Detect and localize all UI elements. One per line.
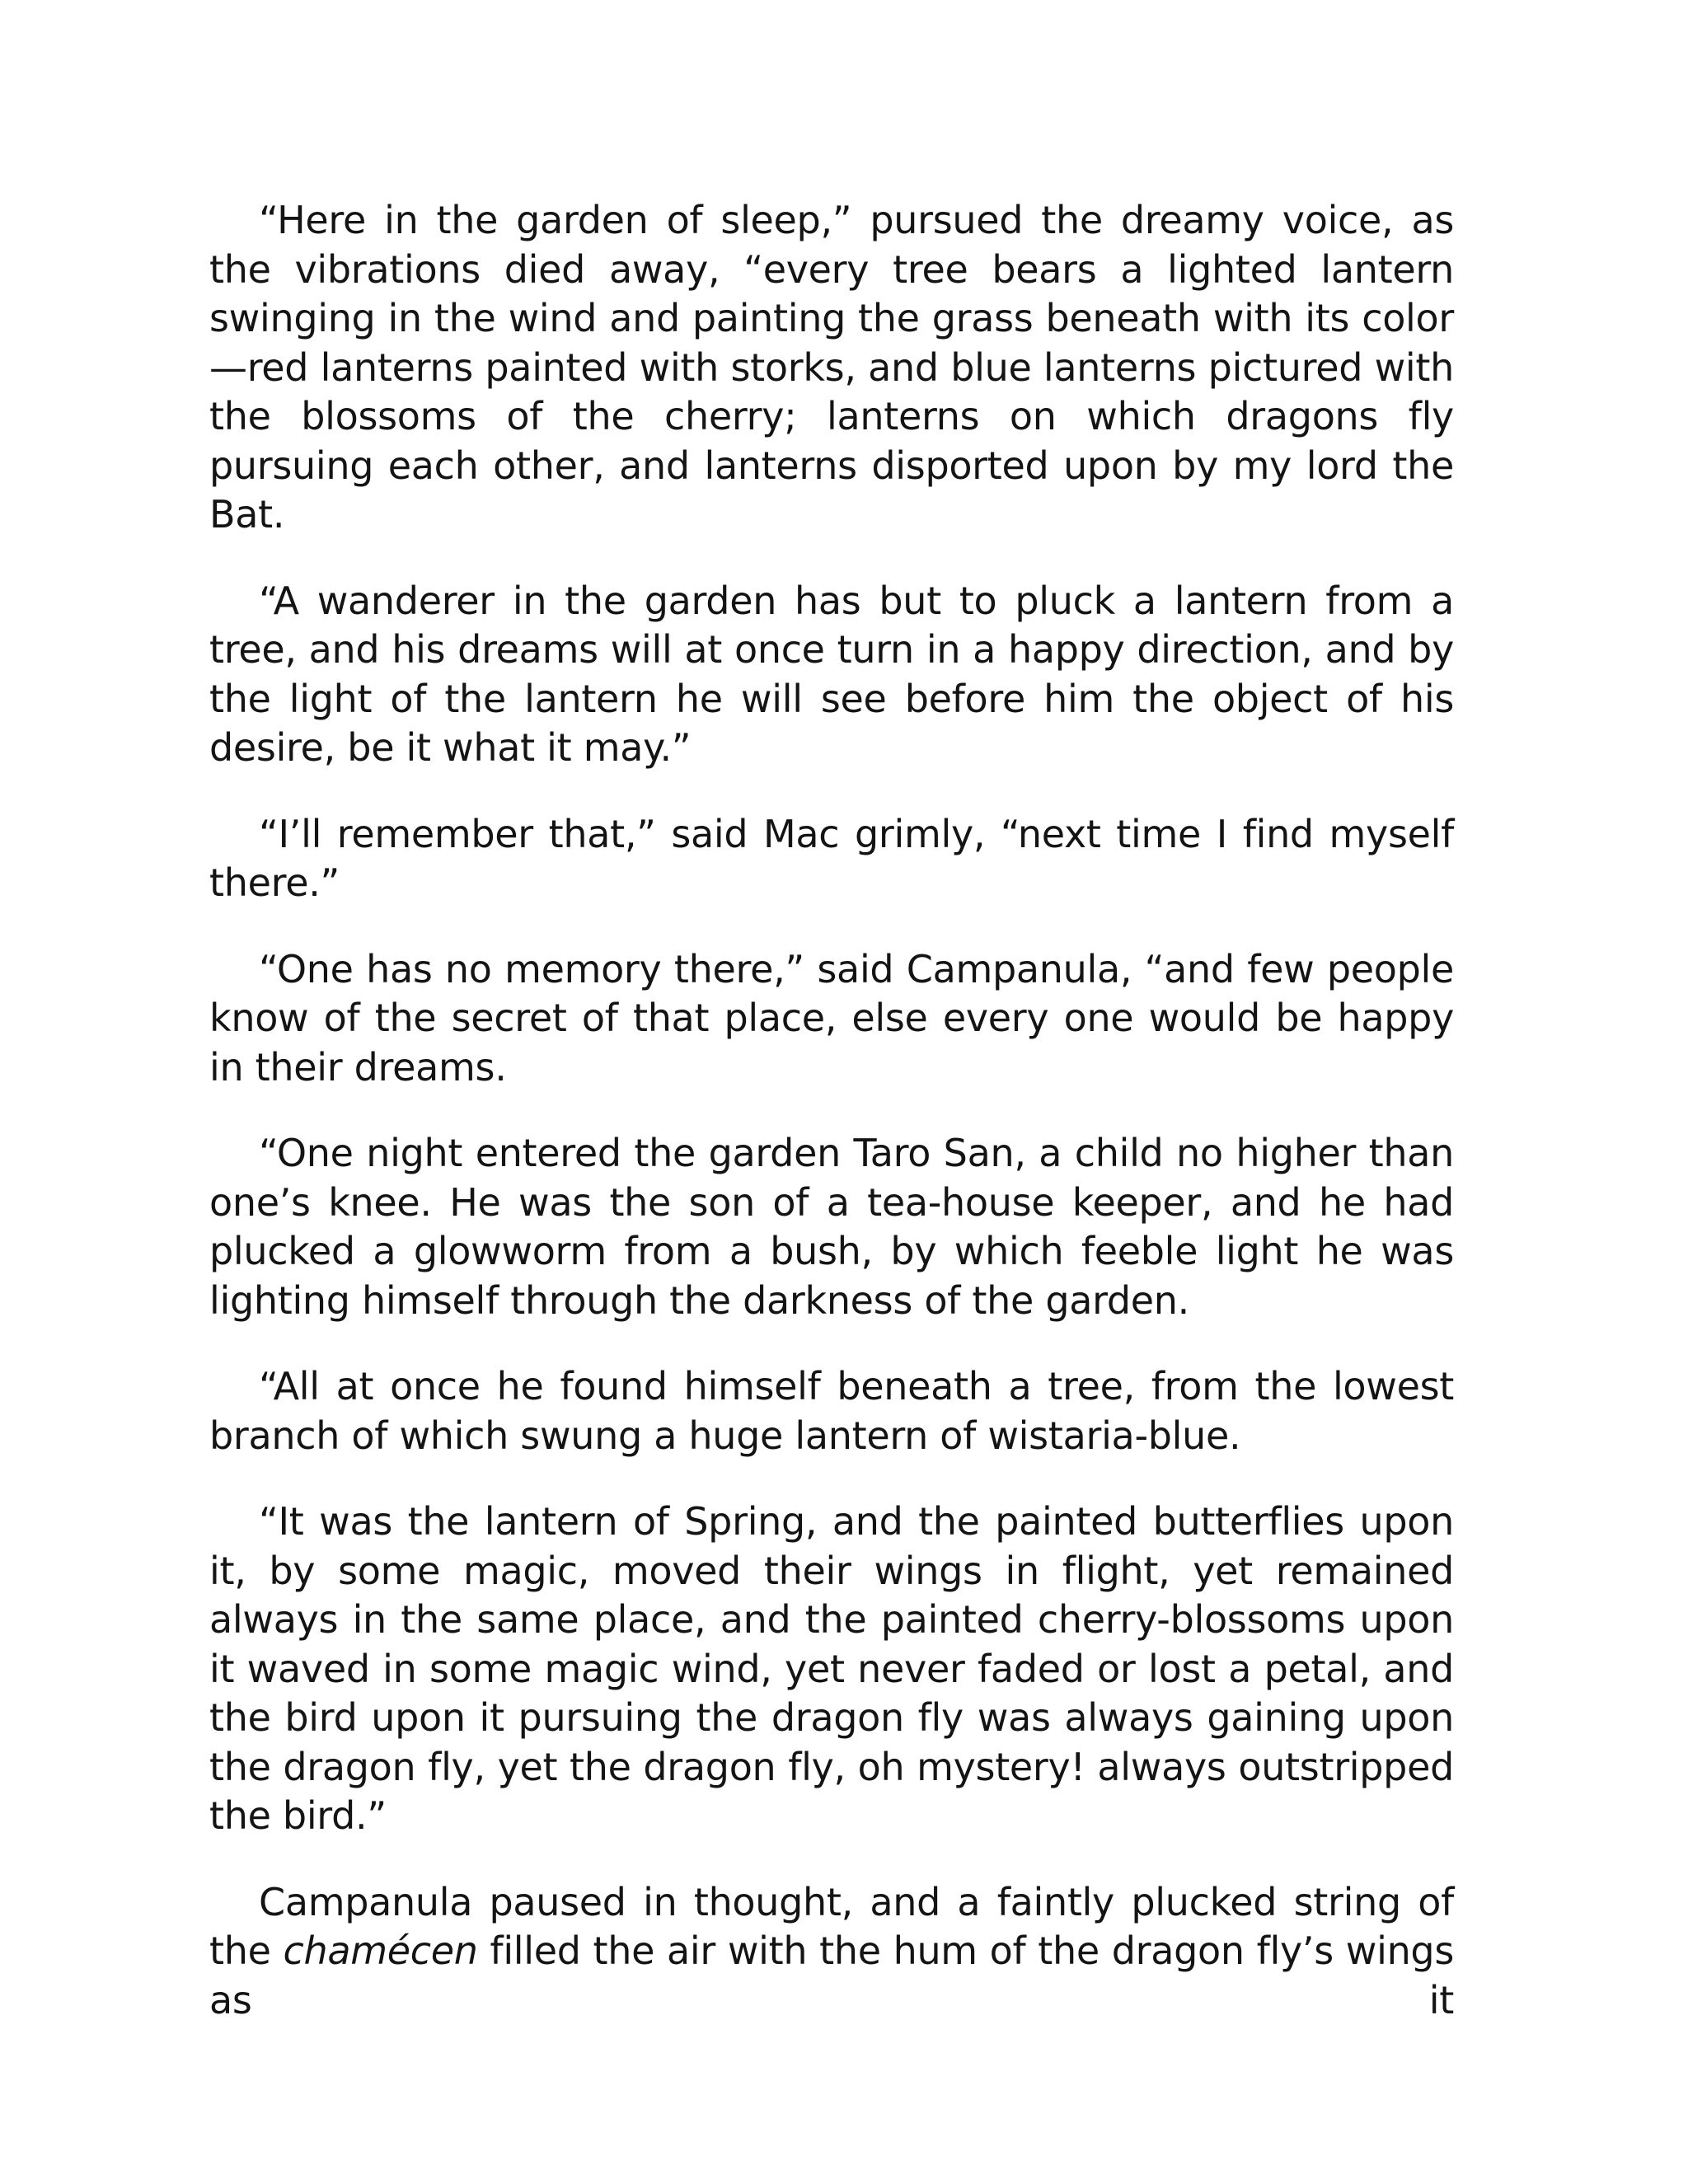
paragraph-campanula-paused	[209, 1878, 1454, 2026]
paragraph-mac-reply: “I’ll remember that,” said Mac grimly, “next time I find myself there.”	[209, 811, 1454, 905]
paragraph-wanderer: “A wanderer in the garden has but to pluck a lantern from a tree, and his dreams will at once turn in a happy direction, and by the light of the lantern he will see before him the object of his desire, be it what it may.”	[209, 578, 1454, 770]
body-text	[209, 196, 1454, 2025]
italic-word-chamecen: chamécen	[283, 1929, 478, 1973]
paragraph-lantern-of-spring: “It was the lantern of Spring, and the painted butterflies upon it, by some magic, moved their wings in flight, yet remained always in the same place, and the painted cherry-blossoms upon it waved in some magic wind, yet never faded or lost a petal, and the bird upon it pursuing the dragon fly was always gaining upon the dragon fly, yet the dragon fly, oh mystery! always outstripped the bird.”	[209, 1499, 1454, 1838]
paragraph-no-memory: “One has no memory there,” said Campanula, “and few people know of the secret of that place, else every one would be happy in their dreams.	[209, 946, 1454, 1090]
last-paragraph-tail: filled the air with the hum of the dragon fly’s wings as it	[209, 1929, 1454, 2022]
last-paragraph-lead: Campanula paused in thought, and a faintly plucked string of the	[209, 1879, 1454, 1973]
paragraph-garden-of-sleep: “Here in the garden of sleep,” pursued the dreamy voice, as the vibrations died away, “every tree bears a lighted lantern swinging in the wind and painting the grass beneath with its color—red lanterns painted with storks, and blue lanterns pictured with the blossoms of the cherry; lanterns on which dragons fly pursuing each other, and lanterns disported upon by my lord the Bat.	[209, 198, 1454, 537]
paragraph-lantern-tree: “All at once he found himself beneath a tree, from the lowest branch of which swung a huge lantern of wistaria-blue.	[209, 1364, 1454, 1458]
paragraph-taro-san: “One night entered the garden Taro San, a child no higher than one’s knee. He was the son of a tea-house keeper, and he had plucked a glowworm from a bush, by which feeble light he was lighting himself through the darkness of the garden.	[209, 1131, 1454, 1323]
